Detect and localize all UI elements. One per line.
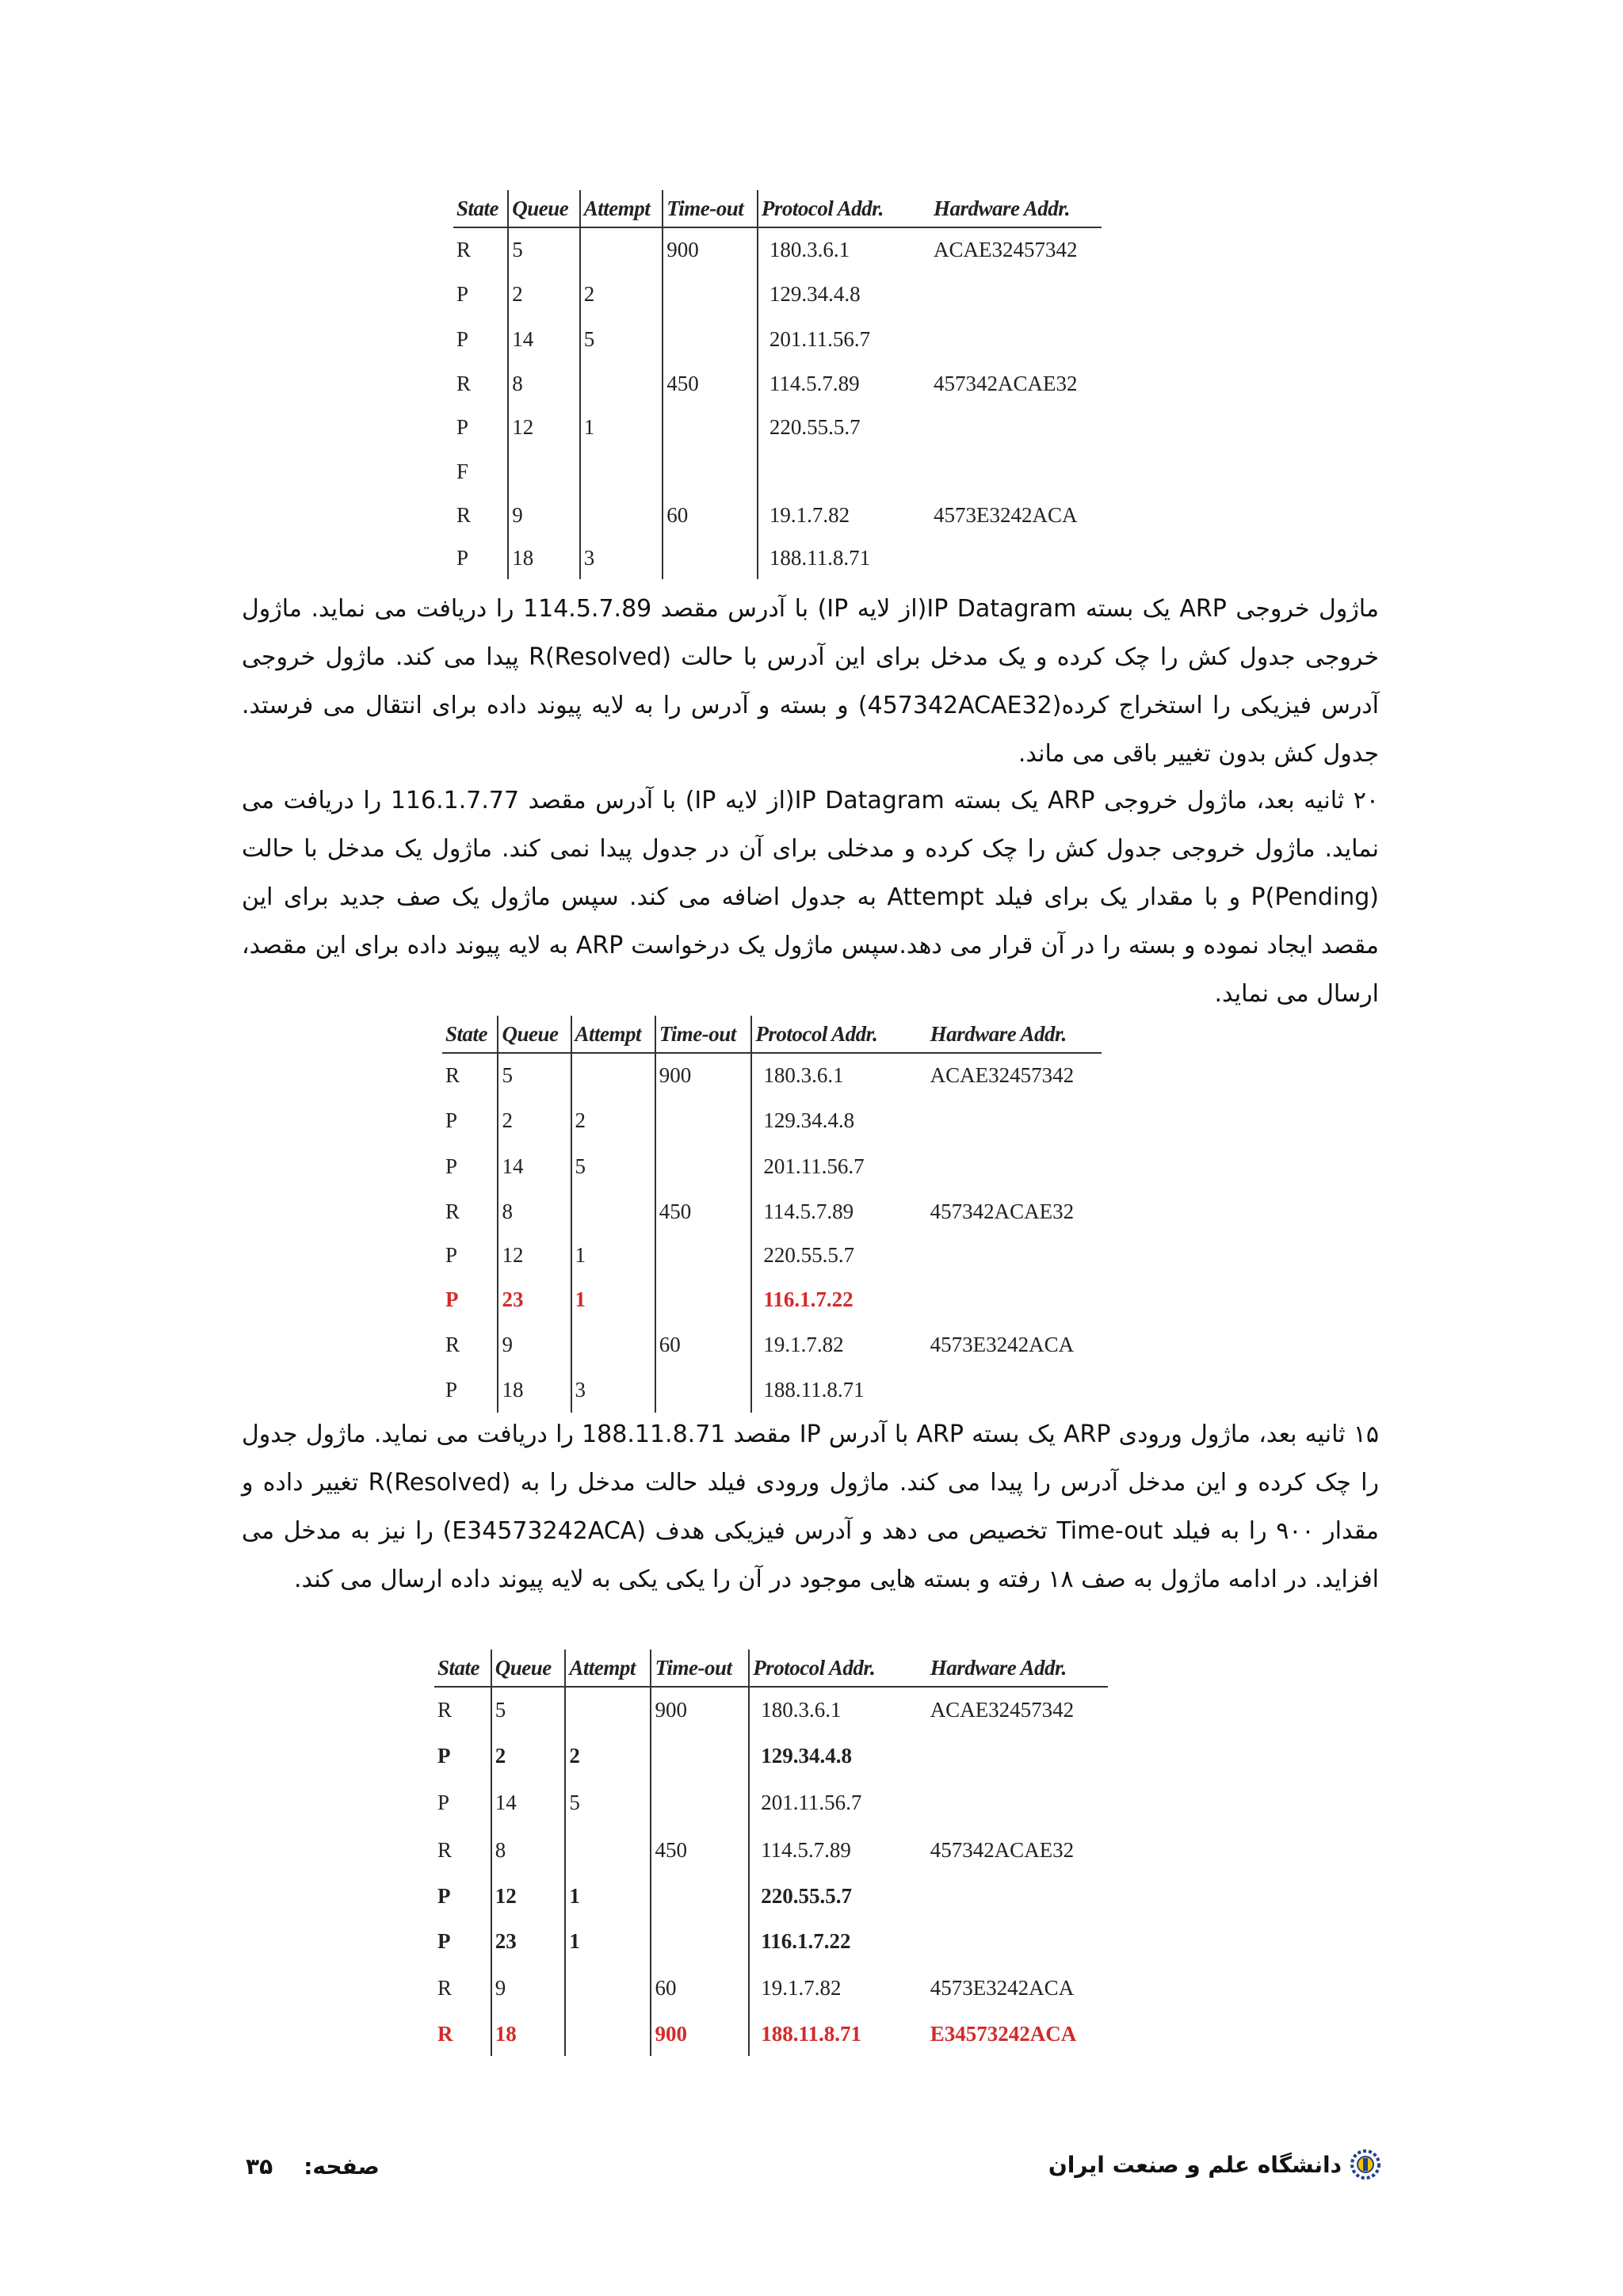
cell-protocol: 129.34.4.8 xyxy=(769,281,861,306)
table-header-row xyxy=(442,1016,1102,1053)
university-name: دانشگاه علم و صنعت ایران xyxy=(1048,2151,1342,2178)
cell-state: P xyxy=(453,316,508,362)
table-row xyxy=(453,405,1102,449)
cell-timeout xyxy=(663,449,758,494)
cell-timeout xyxy=(655,1367,752,1413)
cell-timeout xyxy=(655,1143,752,1189)
col-header-attempt: Attempt xyxy=(565,1650,651,1687)
col-header-state: State xyxy=(453,190,508,227)
cell-protocol: 114.5.7.89 xyxy=(763,1199,854,1223)
cell-queue: 9 xyxy=(508,494,580,536)
cell-attempt: 5 xyxy=(565,1779,651,1826)
cell-protocol: 129.34.4.8 xyxy=(761,1743,852,1768)
cell-hardware: 457342ACAE32 xyxy=(930,1199,1075,1223)
cell-timeout xyxy=(651,1874,749,1918)
cell-timeout xyxy=(655,1097,752,1143)
cell-attempt xyxy=(571,1322,655,1367)
cell-queue: 14 xyxy=(508,316,580,362)
cell-hardware: 4573E3242ACA xyxy=(930,1332,1075,1356)
cell-hardware: 457342ACAE32 xyxy=(930,1837,1075,1862)
arp-cache-table-1 xyxy=(453,190,1102,579)
cell-timeout xyxy=(663,405,758,449)
cell-protocol: 201.11.56.7 xyxy=(761,1790,862,1814)
cell-hardware xyxy=(899,1779,1108,1826)
cell-protocol xyxy=(758,449,902,494)
page-number: ۳۵ xyxy=(246,2153,273,2180)
table-row xyxy=(453,449,1102,494)
cell-timeout xyxy=(651,1733,749,1779)
cell-queue: 8 xyxy=(498,1189,571,1234)
table-row xyxy=(453,316,1102,362)
cell-timeout: 450 xyxy=(663,362,758,405)
cell-timeout: 450 xyxy=(651,1826,749,1874)
cell-attempt xyxy=(580,449,663,494)
cell-queue: 2 xyxy=(491,1733,566,1779)
col-header-protocol: Protocol Addr. xyxy=(761,196,884,220)
table-row xyxy=(453,494,1102,536)
cell-attempt: 1 xyxy=(571,1276,655,1322)
cell-hardware xyxy=(902,536,1102,579)
cell-queue: 23 xyxy=(498,1276,571,1322)
col-header-state: State xyxy=(434,1650,491,1687)
cell-timeout xyxy=(663,536,758,579)
cell-protocol: 188.11.8.71 xyxy=(761,2021,861,2046)
cell-protocol: 220.55.5.7 xyxy=(769,414,861,439)
cell-hardware xyxy=(899,1918,1108,1964)
cell-protocol: 114.5.7.89 xyxy=(761,1837,851,1862)
table-row xyxy=(434,1687,1108,1733)
cell-queue: 23 xyxy=(491,1918,566,1964)
col-header-queue: Queue xyxy=(498,1016,571,1053)
cell-state: P xyxy=(434,1874,491,1918)
page-label: صفحه: xyxy=(304,2153,380,2180)
table-header-row xyxy=(453,190,1102,227)
table-row xyxy=(442,1367,1102,1413)
cell-protocol: 201.11.56.7 xyxy=(763,1154,865,1178)
cell-hardware: ACAE32457342 xyxy=(933,238,1078,261)
cell-hardware xyxy=(899,1367,1102,1413)
cell-timeout xyxy=(651,1779,749,1826)
col-header-state: State xyxy=(442,1016,498,1053)
cell-state: F xyxy=(453,449,508,494)
cell-protocol: 19.1.7.82 xyxy=(761,1975,842,2000)
cell-queue: 14 xyxy=(491,1779,566,1826)
cell-attempt: 2 xyxy=(571,1097,655,1143)
cell-hardware xyxy=(899,1874,1108,1918)
cell-timeout: 60 xyxy=(655,1322,752,1367)
cell-attempt: 2 xyxy=(580,272,663,316)
cell-queue: 9 xyxy=(491,1964,566,2012)
col-header-protocol: Protocol Addr. xyxy=(755,1021,878,1046)
cell-state: P xyxy=(442,1276,498,1322)
paragraph-2: ۲۰ ثانیه بعد، ماژول خروجی ARP یک بسته IP Datagram(از لایه IP) با آدرس مقصد 116.1.7.77 را دریافت می نماید. ماژول خروجی جدول کش را چک کرده و مدخلی برای آن در جدول پیدا نمی کند. ماژول یک مدخل با حالت P(Pending) و با مقدار یک برای فیلد Attempt به جدول اضافه می کند. سپس ماژول یک صف جدید برای این مقصد ایجاد نموده و بسته را در آن قرار می دهد.سپس ماژول یک درخواست ARP به لایه پیوند داده برای این مقصد، ارسال می نماید. xyxy=(242,787,1380,1008)
table-row xyxy=(442,1234,1102,1276)
col-header-queue: Queue xyxy=(491,1650,566,1687)
cell-state: P xyxy=(442,1367,498,1413)
cell-state: P xyxy=(453,272,508,316)
cell-attempt xyxy=(565,2012,651,2056)
cell-timeout xyxy=(655,1234,752,1276)
table-row xyxy=(434,1733,1108,1779)
cell-hardware xyxy=(902,405,1102,449)
col-header-hardware: Hardware Addr. xyxy=(902,190,1102,227)
cell-attempt: 3 xyxy=(580,536,663,579)
cell-hardware xyxy=(899,1097,1102,1143)
col-header-attempt: Attempt xyxy=(571,1016,655,1053)
cell-protocol: 129.34.4.8 xyxy=(763,1108,855,1132)
cell-attempt xyxy=(571,1189,655,1234)
table-row xyxy=(453,536,1102,579)
cell-attempt xyxy=(565,1964,651,2012)
cell-attempt xyxy=(580,227,663,272)
cell-attempt: 1 xyxy=(580,405,663,449)
cell-queue: 5 xyxy=(491,1687,566,1733)
cell-protocol: 19.1.7.82 xyxy=(769,502,850,527)
cell-attempt xyxy=(565,1826,651,1874)
col-header-hardware: Hardware Addr. xyxy=(899,1016,1102,1053)
cell-protocol: 180.3.6.1 xyxy=(769,238,850,261)
cell-queue: 18 xyxy=(498,1367,571,1413)
cell-state: R xyxy=(442,1322,498,1367)
table-row xyxy=(442,1143,1102,1189)
table-row xyxy=(442,1097,1102,1143)
table-row xyxy=(434,1826,1108,1874)
cell-protocol: 116.1.7.22 xyxy=(763,1287,854,1311)
table-row xyxy=(434,1874,1108,1918)
cell-queue: 9 xyxy=(498,1322,571,1367)
cell-timeout: 450 xyxy=(655,1189,752,1234)
paragraph-3: ۱۵ ثانیه بعد، ماژول ورودی ARP یک بسته ARP با آدرس IP مقصد 188.11.8.71 را دریافت می نماید. ماژول جدول را چک کرده و این مدخل آدرس را پیدا می کند. ماژول ورودی فیلد حالت مدخل را به R(Resolved) تغییر داده و مقدار ۹۰۰ را به فیلد Time-out تخصیص می دهد و آدرس فیزیکی هدف (E34573242ACA) را نیز به مدخل می افزاید. در ادامه ماژول به صف ۱۸ رفته و بسته هایی موجود در آن را یکی یکی به لایه پیوند داده ارسال می کند. xyxy=(242,1421,1380,1593)
cell-state: P xyxy=(434,1733,491,1779)
col-header-hardware: Hardware Addr. xyxy=(899,1650,1108,1687)
col-header-attempt: Attempt xyxy=(580,190,663,227)
col-header-timeout: Time-out xyxy=(655,1016,752,1053)
cell-state: P xyxy=(434,1918,491,1964)
cell-queue: 18 xyxy=(508,536,580,579)
cell-hardware: 457342ACAE32 xyxy=(933,371,1078,395)
cell-queue: 2 xyxy=(498,1097,571,1143)
cell-state: P xyxy=(453,405,508,449)
page-number-label xyxy=(246,2153,380,2180)
cell-timeout xyxy=(651,1918,749,1964)
arp-cache-table-2 xyxy=(442,1016,1102,1413)
cell-queue: 12 xyxy=(491,1874,566,1918)
cell-protocol: 188.11.8.71 xyxy=(769,545,871,570)
col-header-protocol: Protocol Addr. xyxy=(753,1655,876,1680)
cell-timeout: 60 xyxy=(663,494,758,536)
cell-hardware: E34573242ACA xyxy=(930,2021,1077,2046)
cell-state: P xyxy=(442,1143,498,1189)
cell-queue xyxy=(508,449,580,494)
cell-queue: 5 xyxy=(498,1053,571,1097)
cell-queue: 8 xyxy=(508,362,580,405)
cell-timeout: 900 xyxy=(655,1053,752,1097)
cell-hardware xyxy=(902,316,1102,362)
table-row xyxy=(453,272,1102,316)
cell-state: R xyxy=(442,1053,498,1097)
table-header-row xyxy=(434,1650,1108,1687)
cell-state: P xyxy=(453,536,508,579)
cell-state: R xyxy=(442,1189,498,1234)
cell-protocol: 116.1.7.22 xyxy=(761,1928,851,1953)
cell-queue: 12 xyxy=(498,1234,571,1276)
table-row xyxy=(442,1322,1102,1367)
cell-protocol: 180.3.6.1 xyxy=(761,1698,842,1722)
cell-attempt xyxy=(565,1687,651,1733)
cell-state: R xyxy=(434,2012,491,2056)
cell-queue: 12 xyxy=(508,405,580,449)
cell-state: R xyxy=(453,362,508,405)
cell-state: R xyxy=(434,1826,491,1874)
cell-queue: 14 xyxy=(498,1143,571,1189)
cell-timeout: 900 xyxy=(651,2012,749,2056)
cell-protocol: 180.3.6.1 xyxy=(763,1063,844,1087)
cell-hardware xyxy=(899,1234,1102,1276)
cell-state: P xyxy=(434,1779,491,1826)
cell-protocol: 220.55.5.7 xyxy=(761,1883,852,1908)
cell-timeout xyxy=(655,1276,752,1322)
university-logo-icon xyxy=(1350,2149,1381,2180)
table-row xyxy=(434,1964,1108,2012)
table-row xyxy=(442,1189,1102,1234)
cell-state: R xyxy=(453,494,508,536)
col-header-queue: Queue xyxy=(508,190,580,227)
table-row xyxy=(453,362,1102,405)
cell-hardware: ACAE32457342 xyxy=(930,1698,1075,1722)
cell-hardware xyxy=(902,449,1102,494)
table-row xyxy=(434,1779,1108,1826)
cell-hardware: ACAE32457342 xyxy=(930,1063,1075,1087)
cell-timeout: 900 xyxy=(663,227,758,272)
cell-queue: 18 xyxy=(491,2012,566,2056)
cell-hardware xyxy=(899,1143,1102,1189)
cell-attempt: 2 xyxy=(565,1733,651,1779)
cell-protocol: 220.55.5.7 xyxy=(763,1242,855,1267)
cell-protocol: 188.11.8.71 xyxy=(763,1377,865,1402)
cell-attempt xyxy=(571,1053,655,1097)
cell-attempt xyxy=(580,494,663,536)
paragraph-1: ماژول خروجی ARP یک بسته IP Datagram(از لایه IP) با آدرس مقصد 114.5.7.89 را دریافت می نماید. ماژول خروجی جدول کش را چک کرده و یک مدخل برای این آدرس با حالت R(Resolved) پیدا می کند. ماژول خروجی آدرس فیزیکی را استخراج کرده(457342ACAE32) و بسته و آدرس را به لایه پیوند داده برای انتقال می فرستد. جدول کش بدون تغییر باقی می ماند. xyxy=(242,595,1379,768)
cell-queue: 8 xyxy=(491,1826,566,1874)
table-row xyxy=(442,1276,1102,1322)
cell-hardware: 4573E3242ACA xyxy=(930,1975,1075,2000)
cell-timeout xyxy=(663,272,758,316)
cell-timeout: 900 xyxy=(651,1687,749,1733)
cell-state: R xyxy=(434,1687,491,1733)
cell-protocol: 201.11.56.7 xyxy=(769,326,871,351)
col-header-timeout: Time-out xyxy=(651,1650,749,1687)
cell-timeout: 60 xyxy=(651,1964,749,2012)
cell-attempt: 5 xyxy=(571,1143,655,1189)
cell-hardware: 4573E3242ACA xyxy=(933,502,1078,527)
table-row xyxy=(434,1918,1108,1964)
cell-attempt: 3 xyxy=(571,1367,655,1413)
arp-cache-table-3 xyxy=(434,1650,1108,2056)
cell-hardware xyxy=(899,1733,1108,1779)
cell-queue: 2 xyxy=(508,272,580,316)
cell-queue: 5 xyxy=(508,227,580,272)
cell-attempt: 1 xyxy=(565,1874,651,1918)
cell-protocol: 19.1.7.82 xyxy=(763,1332,844,1356)
cell-hardware xyxy=(899,1276,1102,1322)
col-header-timeout: Time-out xyxy=(663,190,758,227)
table-row xyxy=(442,1053,1102,1097)
cell-state: R xyxy=(434,1964,491,2012)
cell-state: P xyxy=(442,1234,498,1276)
cell-attempt xyxy=(580,362,663,405)
table-row xyxy=(453,227,1102,272)
university-footer xyxy=(1048,2149,1381,2180)
cell-protocol: 114.5.7.89 xyxy=(769,371,860,395)
cell-state: P xyxy=(442,1097,498,1143)
table-row xyxy=(434,2012,1108,2056)
cell-attempt: 1 xyxy=(571,1234,655,1276)
cell-attempt: 5 xyxy=(580,316,663,362)
cell-attempt: 1 xyxy=(565,1918,651,1964)
cell-hardware xyxy=(902,272,1102,316)
cell-state: R xyxy=(453,227,508,272)
cell-timeout xyxy=(663,316,758,362)
